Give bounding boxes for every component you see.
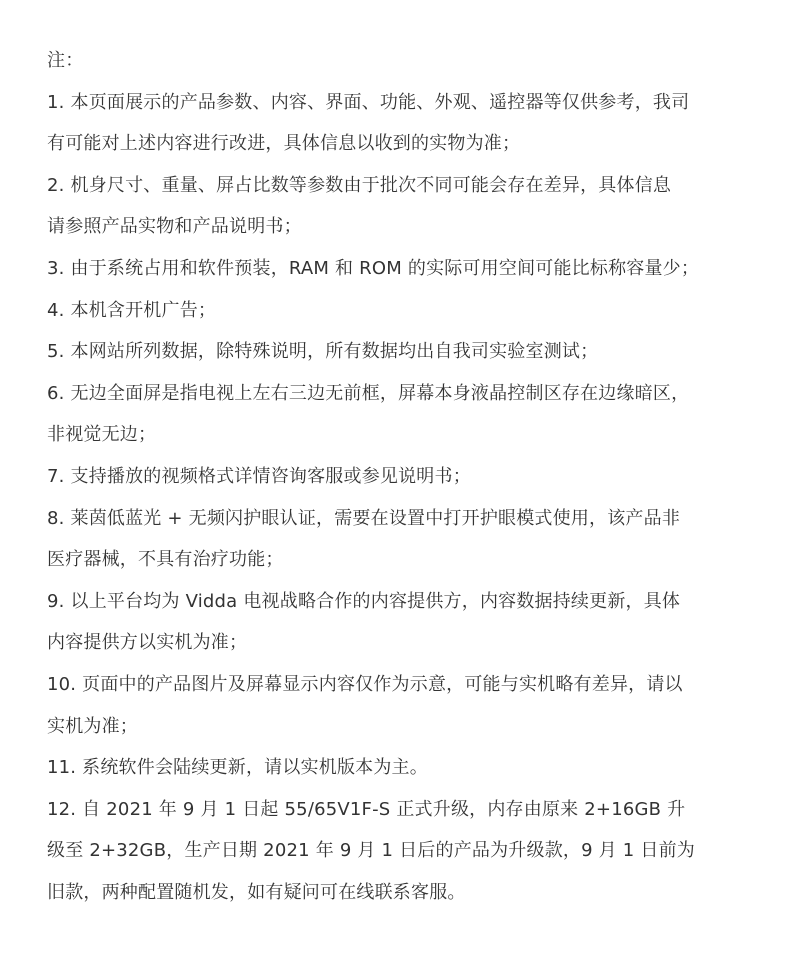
note-line: 医疗器械，不具有治疗功能； <box>47 549 284 571</box>
note-line: 10. 页面中的产品图片及屏幕显示内容仅作为示意，可能与实机略有差异，请以 <box>47 673 683 695</box>
note-line: 请参照产品实物和产品说明书； <box>47 216 302 238</box>
note-line: 实机为准； <box>47 715 138 737</box>
notes-document <box>47 40 759 913</box>
note-line: 9. 以上平台均为 Vidda 电视战略合作的内容提供方，内容数据持续更新，具体 <box>47 590 681 612</box>
note-line: 级至 2+32GB，生产日期 2021 年 9 月 1 日后的产品为升级款，9 月 1 日前为 <box>47 840 695 862</box>
note-line: 4. 本机含开机广告； <box>47 299 217 321</box>
note-line: 2. 机身尺寸、重量、屏占比数等参数由于批次不同可能会存在差异，具体信息 <box>47 174 672 196</box>
note-line: 1. 本页面展示的产品参数、内容、界面、功能、外观、遥控器等仅供参考，我司 <box>47 91 690 113</box>
note-line: 有可能对上述内容进行改进，具体信息以收到的实物为准； <box>47 133 521 155</box>
note-line: 6. 无边全面屏是指电视上左右三边无前框，屏幕本身液晶控制区存在边缘暗区， <box>47 382 690 404</box>
note-line: 非视觉无边； <box>47 424 157 446</box>
note-line: 旧款，两种配置随机发，如有疑问可在线联系客服。 <box>47 881 466 903</box>
note-line: 3. 由于系统占用和软件预装，RAM 和 ROM 的实际可用空间可能比标称容量少； <box>47 257 700 279</box>
notes-heading: 注： <box>47 50 84 71</box>
note-line: 5. 本网站所列数据，除特殊说明，所有数据均出自我司实验室测试； <box>47 341 599 363</box>
note-line: 12. 自 2021 年 9 月 1 日起 55/65V1F-S 正式升级，内存由原来 2+16GB 升 <box>47 798 686 820</box>
note-line: 8. 莱茵低蓝光 + 无频闪护眼认证，需要在设置中打开护眼模式使用，该产品非 <box>47 507 681 529</box>
note-line: 11. 系统软件会陆续更新，请以实机版本为主。 <box>47 757 428 779</box>
note-line: 7. 支持播放的视频格式详情咨询客服或参见说明书； <box>47 465 471 487</box>
note-line: 内容提供方以实机为准； <box>47 632 248 654</box>
